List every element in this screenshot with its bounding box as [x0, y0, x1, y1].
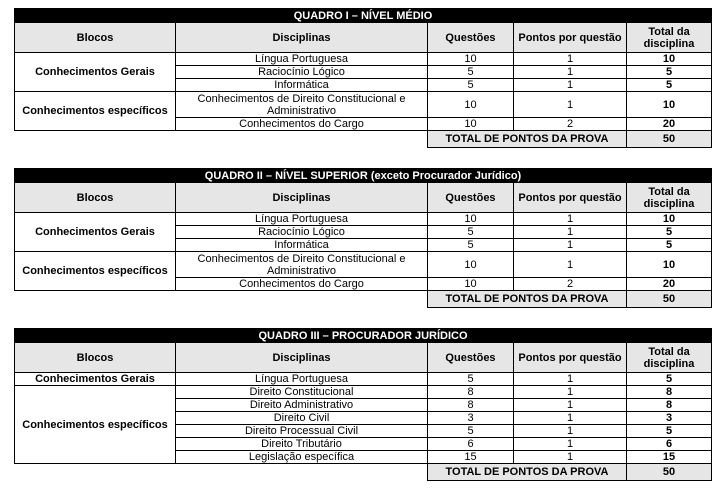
disciplina-cell: Informática — [176, 239, 428, 252]
bloco-gerais: Conhecimentos Gerais — [15, 53, 176, 92]
bloco-gerais: Conhecimentos Gerais — [15, 213, 176, 252]
total-cell: 10 — [627, 92, 712, 118]
questoes-cell: 8 — [428, 399, 514, 412]
questoes-cell: 5 — [428, 373, 514, 386]
pontos-cell: 1 — [514, 92, 627, 118]
header-pontos: Pontos por questão — [514, 183, 627, 213]
disciplina-cell: Língua Portuguesa — [176, 373, 428, 386]
disciplina-cell: Conhecimentos do Cargo — [176, 278, 428, 291]
table-row — [15, 92, 712, 118]
total-value: 50 — [627, 131, 712, 148]
quadro-3 — [14, 328, 711, 481]
questoes-cell: 10 — [428, 213, 514, 226]
total-label: TOTAL DE PONTOS DA PROVA — [428, 131, 627, 148]
table-row — [15, 213, 712, 226]
total-cell: 6 — [627, 438, 712, 451]
pontos-cell: 1 — [514, 252, 627, 278]
disciplina-cell: Conhecimentos do Cargo — [176, 118, 428, 131]
bloco-especificos: Conhecimentos específicos — [15, 92, 176, 131]
total-cell: 5 — [627, 425, 712, 438]
questoes-cell: 6 — [428, 438, 514, 451]
questoes-cell: 5 — [428, 79, 514, 92]
total-value: 50 — [627, 464, 712, 481]
bloco-especificos: Conhecimentos específicos — [15, 252, 176, 291]
total-cell: 15 — [627, 451, 712, 464]
total-label: TOTAL DE PONTOS DA PROVA — [428, 464, 627, 481]
quadro-1 — [14, 8, 711, 148]
total-cell: 5 — [627, 226, 712, 239]
header-total: Total da disciplina — [627, 343, 712, 373]
quadro-3-title: QUADRO III – PROCURADOR JURÍDICO — [15, 329, 712, 343]
questoes-cell: 5 — [428, 66, 514, 79]
questoes-cell: 5 — [428, 425, 514, 438]
blank-cell — [15, 131, 428, 148]
pontos-cell: 1 — [514, 451, 627, 464]
quadro-2 — [14, 168, 711, 308]
quadro-1-title: QUADRO I – NÍVEL MÉDIO — [15, 9, 712, 23]
header-blocos: Blocos — [15, 343, 176, 373]
header-total: Total da disciplina — [627, 23, 712, 53]
questoes-cell: 5 — [428, 226, 514, 239]
pontos-cell: 1 — [514, 79, 627, 92]
pontos-cell: 2 — [514, 118, 627, 131]
header-disciplinas: Disciplinas — [176, 183, 428, 213]
header-disciplinas: Disciplinas — [176, 343, 428, 373]
questoes-cell: 10 — [428, 278, 514, 291]
pontos-cell: 1 — [514, 226, 627, 239]
total-cell: 5 — [627, 239, 712, 252]
header-pontos: Pontos por questão — [514, 23, 627, 53]
pontos-cell: 1 — [514, 239, 627, 252]
header-questoes: Questões — [428, 183, 514, 213]
quadro-2-title: QUADRO II – NÍVEL SUPERIOR (exceto Procurador Jurídico) — [15, 169, 712, 183]
pontos-cell: 1 — [514, 53, 627, 66]
total-row — [15, 131, 712, 148]
table-row — [15, 53, 712, 66]
table-row — [15, 373, 712, 386]
pontos-cell: 2 — [514, 278, 627, 291]
disciplina-cell: Raciocínio Lógico — [176, 66, 428, 79]
questoes-cell: 10 — [428, 252, 514, 278]
quadro-1-table — [14, 8, 712, 148]
table-row — [15, 386, 712, 399]
header-total: Total da disciplina — [627, 183, 712, 213]
pontos-cell: 1 — [514, 438, 627, 451]
total-cell: 10 — [627, 53, 712, 66]
questoes-cell: 10 — [428, 118, 514, 131]
table-row — [15, 252, 712, 278]
pontos-cell: 1 — [514, 412, 627, 425]
pontos-cell: 1 — [514, 66, 627, 79]
total-cell: 20 — [627, 118, 712, 131]
total-cell: 3 — [627, 412, 712, 425]
questoes-cell: 10 — [428, 53, 514, 66]
bloco-especificos: Conhecimentos específicos — [15, 386, 176, 464]
disciplina-cell: Língua Portuguesa — [176, 53, 428, 66]
blank-cell — [15, 291, 428, 308]
questoes-cell: 3 — [428, 412, 514, 425]
disciplina-cell: Informática — [176, 79, 428, 92]
quadro-2-table — [14, 168, 712, 308]
pontos-cell: 1 — [514, 213, 627, 226]
disciplina-cell: Direito Civil — [176, 412, 428, 425]
total-cell: 10 — [627, 213, 712, 226]
total-row — [15, 291, 712, 308]
header-blocos: Blocos — [15, 183, 176, 213]
disciplina-cell: Direito Processual Civil — [176, 425, 428, 438]
header-blocos: Blocos — [15, 23, 176, 53]
total-cell: 8 — [627, 399, 712, 412]
header-questoes: Questões — [428, 23, 514, 53]
header-questoes: Questões — [428, 343, 514, 373]
pontos-cell: 1 — [514, 386, 627, 399]
disciplina-cell: Conhecimentos de Direito Constitucional e Administrativo — [176, 252, 428, 278]
total-row — [15, 464, 712, 481]
total-cell: 5 — [627, 373, 712, 386]
disciplina-cell: Legislação específica — [176, 451, 428, 464]
disciplina-cell: Direito Administrativo — [176, 399, 428, 412]
disciplina-cell: Direito Tributário — [176, 438, 428, 451]
bloco-gerais: Conhecimentos Gerais — [15, 373, 176, 386]
total-cell: 8 — [627, 386, 712, 399]
total-label: TOTAL DE PONTOS DA PROVA — [428, 291, 627, 308]
questoes-cell: 8 — [428, 386, 514, 399]
disciplina-cell: Direito Constitucional — [176, 386, 428, 399]
total-value: 50 — [627, 291, 712, 308]
total-cell: 10 — [627, 252, 712, 278]
disciplina-cell: Raciocínio Lógico — [176, 226, 428, 239]
total-cell: 5 — [627, 79, 712, 92]
quadro-3-table — [14, 328, 712, 481]
blank-cell — [15, 464, 428, 481]
questoes-cell: 15 — [428, 451, 514, 464]
total-cell: 5 — [627, 66, 712, 79]
pontos-cell: 1 — [514, 399, 627, 412]
header-pontos: Pontos por questão — [514, 343, 627, 373]
pontos-cell: 1 — [514, 425, 627, 438]
header-disciplinas: Disciplinas — [176, 23, 428, 53]
disciplina-cell: Conhecimentos de Direito Constitucional e Administrativo — [176, 92, 428, 118]
questoes-cell: 5 — [428, 239, 514, 252]
questoes-cell: 10 — [428, 92, 514, 118]
disciplina-cell: Língua Portuguesa — [176, 213, 428, 226]
total-cell: 20 — [627, 278, 712, 291]
pontos-cell: 1 — [514, 373, 627, 386]
